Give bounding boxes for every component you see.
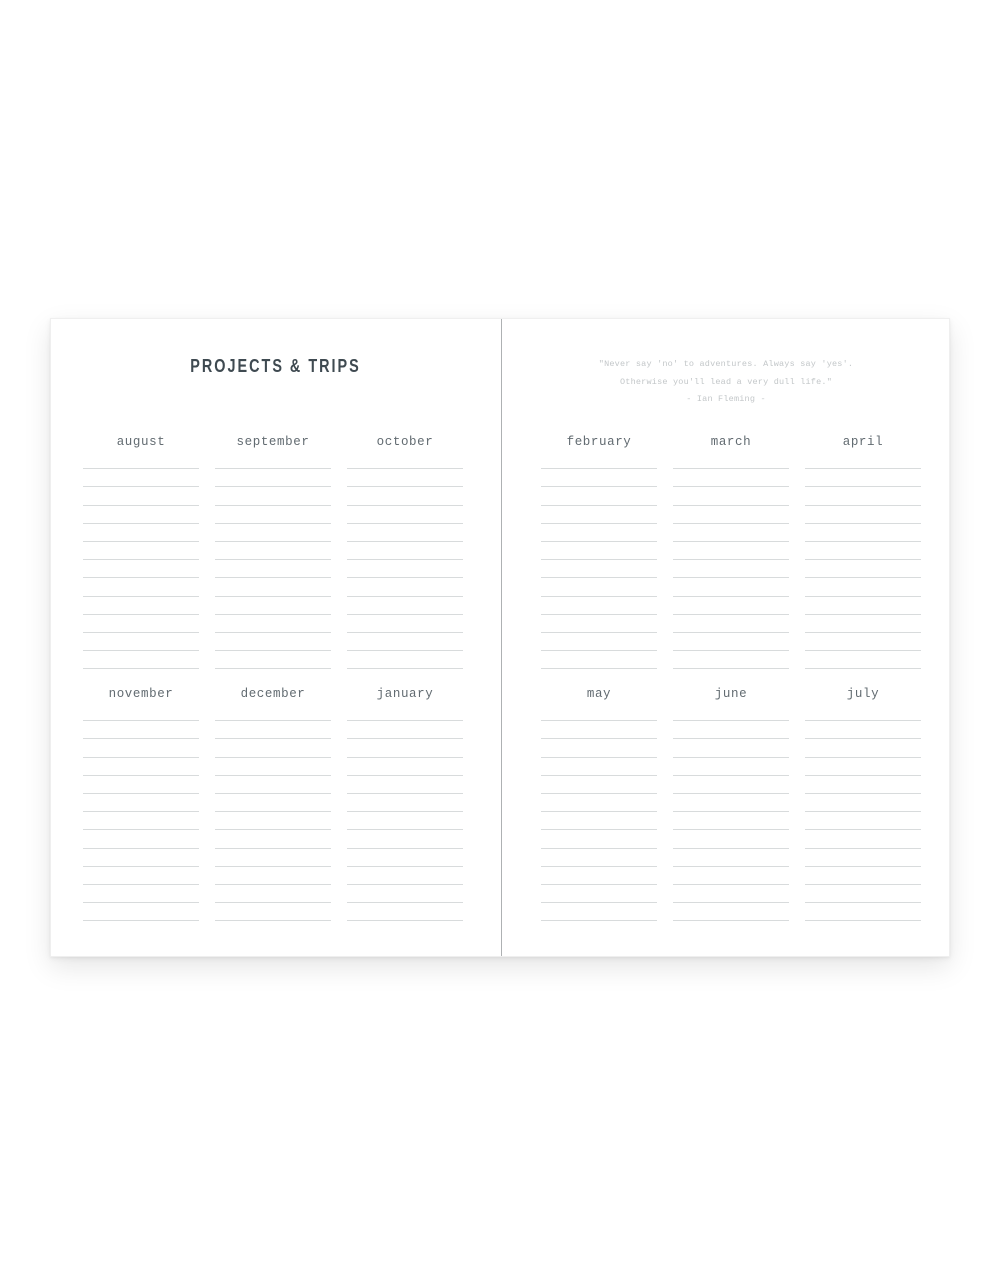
ruled-line <box>673 830 789 848</box>
ruled-line <box>541 721 657 739</box>
ruled-line <box>673 451 789 469</box>
quote-line-2: Otherwise you'll lead a very dull life." <box>619 376 833 387</box>
ruled-line <box>347 615 463 633</box>
ruled-line <box>347 903 463 921</box>
ruled-line <box>83 524 199 542</box>
ruled-line <box>215 560 331 578</box>
page-title <box>51 355 501 379</box>
ruled-line <box>83 812 199 830</box>
month-block-november <box>83 686 199 921</box>
ruled-lines <box>215 451 331 669</box>
ruled-line <box>805 451 921 469</box>
ruled-line <box>347 560 463 578</box>
month-label: july <box>846 687 880 701</box>
right-months-row-bottom <box>541 686 921 921</box>
ruled-line <box>541 651 657 669</box>
ruled-lines <box>347 703 463 921</box>
ruled-line <box>541 524 657 542</box>
ruled-lines <box>805 703 921 921</box>
ruled-line <box>347 703 463 721</box>
ruled-line <box>83 487 199 505</box>
ruled-line <box>215 776 331 794</box>
ruled-line <box>215 758 331 776</box>
ruled-line <box>347 578 463 596</box>
ruled-line <box>541 903 657 921</box>
month-label: october <box>376 435 434 449</box>
ruled-line <box>215 633 331 651</box>
ruled-line <box>673 739 789 757</box>
right-months-row-top <box>541 434 921 669</box>
ruled-line <box>347 812 463 830</box>
ruled-line <box>541 794 657 812</box>
ruled-line <box>215 651 331 669</box>
ruled-line <box>673 615 789 633</box>
ruled-line <box>215 487 331 505</box>
ruled-line <box>673 794 789 812</box>
month-label: september <box>236 435 310 449</box>
ruled-line <box>347 849 463 867</box>
ruled-line <box>215 885 331 903</box>
month-label: april <box>842 435 884 449</box>
ruled-line <box>215 794 331 812</box>
ruled-line <box>541 776 657 794</box>
ruled-line <box>673 651 789 669</box>
month-label: february <box>566 435 632 449</box>
month-block-october <box>347 434 463 669</box>
ruled-line <box>541 812 657 830</box>
ruled-lines <box>541 703 657 921</box>
ruled-line <box>541 487 657 505</box>
ruled-line <box>83 542 199 560</box>
ruled-line <box>347 776 463 794</box>
month-block-september <box>215 434 331 669</box>
month-label: june <box>714 687 748 701</box>
month-block-march <box>673 434 789 669</box>
month-label: may <box>586 687 612 701</box>
ruled-line <box>805 703 921 721</box>
ruled-lines <box>673 703 789 921</box>
ruled-line <box>83 560 199 578</box>
ruled-line <box>347 758 463 776</box>
month-block-july <box>805 686 921 921</box>
ruled-line <box>541 830 657 848</box>
ruled-line <box>83 739 199 757</box>
ruled-line <box>215 578 331 596</box>
ruled-line <box>541 597 657 615</box>
left-months-row-top <box>83 434 463 669</box>
ruled-line <box>541 633 657 651</box>
ruled-line <box>83 451 199 469</box>
ruled-line <box>347 739 463 757</box>
ruled-line <box>215 739 331 757</box>
ruled-line <box>805 830 921 848</box>
ruled-line <box>673 758 789 776</box>
ruled-line <box>347 794 463 812</box>
ruled-line <box>215 451 331 469</box>
ruled-line <box>805 885 921 903</box>
month-label: january <box>376 687 434 701</box>
ruled-line <box>215 703 331 721</box>
ruled-line <box>805 739 921 757</box>
ruled-line <box>215 524 331 542</box>
ruled-line <box>541 758 657 776</box>
ruled-line <box>673 849 789 867</box>
ruled-line <box>673 721 789 739</box>
ruled-line <box>83 469 199 487</box>
ruled-line <box>347 506 463 524</box>
right-page <box>501 319 951 956</box>
ruled-line <box>673 812 789 830</box>
ruled-line <box>83 903 199 921</box>
ruled-line <box>215 903 331 921</box>
ruled-line <box>83 703 199 721</box>
ruled-line <box>215 542 331 560</box>
ruled-line <box>673 703 789 721</box>
ruled-line <box>673 469 789 487</box>
ruled-line <box>83 885 199 903</box>
ruled-line <box>805 867 921 885</box>
ruled-line <box>673 506 789 524</box>
ruled-line <box>805 633 921 651</box>
ruled-line <box>541 739 657 757</box>
ruled-line <box>347 885 463 903</box>
ruled-lines <box>347 451 463 669</box>
ruled-line <box>805 794 921 812</box>
ruled-line <box>83 721 199 739</box>
ruled-line <box>347 524 463 542</box>
month-label: november <box>108 687 174 701</box>
ruled-line <box>805 903 921 921</box>
ruled-line <box>347 451 463 469</box>
ruled-line <box>541 867 657 885</box>
ruled-line <box>805 776 921 794</box>
left-page <box>51 319 501 956</box>
ruled-lines <box>805 451 921 669</box>
ruled-line <box>541 885 657 903</box>
ruled-line <box>805 651 921 669</box>
quote-attribution: - Ian Fleming - <box>686 394 766 404</box>
ruled-lines <box>673 451 789 669</box>
ruled-line <box>83 597 199 615</box>
ruled-line <box>805 597 921 615</box>
ruled-line <box>541 849 657 867</box>
quote-line-1: "Never say 'no' to adventures. Always say 'yes'. <box>598 359 854 369</box>
ruled-line <box>805 721 921 739</box>
ruled-line <box>673 776 789 794</box>
ruled-line <box>805 542 921 560</box>
ruled-line <box>673 487 789 505</box>
left-months-row-bottom <box>83 686 463 921</box>
ruled-line <box>673 903 789 921</box>
ruled-line <box>541 469 657 487</box>
ruled-line <box>805 506 921 524</box>
page-title-text: PROJECTS & TRIPS <box>190 356 362 376</box>
ruled-line <box>673 867 789 885</box>
ruled-line <box>215 469 331 487</box>
ruled-line <box>215 867 331 885</box>
quote-block <box>501 356 951 409</box>
ruled-line <box>83 794 199 812</box>
ruled-line <box>347 830 463 848</box>
month-label: august <box>116 435 166 449</box>
ruled-line <box>347 469 463 487</box>
ruled-line <box>215 830 331 848</box>
ruled-line <box>83 776 199 794</box>
month-block-april <box>805 434 921 669</box>
ruled-line <box>347 651 463 669</box>
ruled-line <box>541 506 657 524</box>
ruled-line <box>805 812 921 830</box>
ruled-lines <box>541 451 657 669</box>
ruled-line <box>673 597 789 615</box>
ruled-lines <box>83 451 199 669</box>
month-label: december <box>240 687 306 701</box>
ruled-line <box>83 758 199 776</box>
ruled-line <box>347 542 463 560</box>
ruled-line <box>805 469 921 487</box>
month-block-may <box>541 686 657 921</box>
ruled-line <box>83 633 199 651</box>
ruled-line <box>347 721 463 739</box>
ruled-line <box>347 487 463 505</box>
ruled-line <box>83 578 199 596</box>
ruled-line <box>215 597 331 615</box>
ruled-line <box>215 506 331 524</box>
ruled-line <box>83 651 199 669</box>
ruled-line <box>541 615 657 633</box>
ruled-line <box>83 615 199 633</box>
ruled-line <box>541 560 657 578</box>
ruled-lines <box>83 703 199 921</box>
ruled-line <box>347 597 463 615</box>
ruled-line <box>673 633 789 651</box>
ruled-line <box>805 524 921 542</box>
planner-spread <box>50 318 950 957</box>
ruled-line <box>673 524 789 542</box>
ruled-line <box>673 885 789 903</box>
ruled-line <box>541 703 657 721</box>
month-label: march <box>710 435 752 449</box>
month-block-june <box>673 686 789 921</box>
ruled-line <box>215 615 331 633</box>
ruled-line <box>347 633 463 651</box>
ruled-line <box>83 830 199 848</box>
ruled-line <box>83 506 199 524</box>
ruled-line <box>673 560 789 578</box>
ruled-line <box>805 849 921 867</box>
ruled-lines <box>215 703 331 921</box>
ruled-line <box>805 578 921 596</box>
ruled-line <box>673 542 789 560</box>
ruled-line <box>215 812 331 830</box>
ruled-line <box>805 615 921 633</box>
ruled-line <box>805 487 921 505</box>
month-block-february <box>541 434 657 669</box>
ruled-line <box>83 849 199 867</box>
ruled-line <box>83 867 199 885</box>
ruled-line <box>673 578 789 596</box>
month-block-january <box>347 686 463 921</box>
ruled-line <box>805 560 921 578</box>
month-block-august <box>83 434 199 669</box>
ruled-line <box>215 849 331 867</box>
ruled-line <box>805 758 921 776</box>
ruled-line <box>541 542 657 560</box>
ruled-line <box>215 721 331 739</box>
month-block-december <box>215 686 331 921</box>
ruled-line <box>541 578 657 596</box>
ruled-line <box>541 451 657 469</box>
ruled-line <box>347 867 463 885</box>
